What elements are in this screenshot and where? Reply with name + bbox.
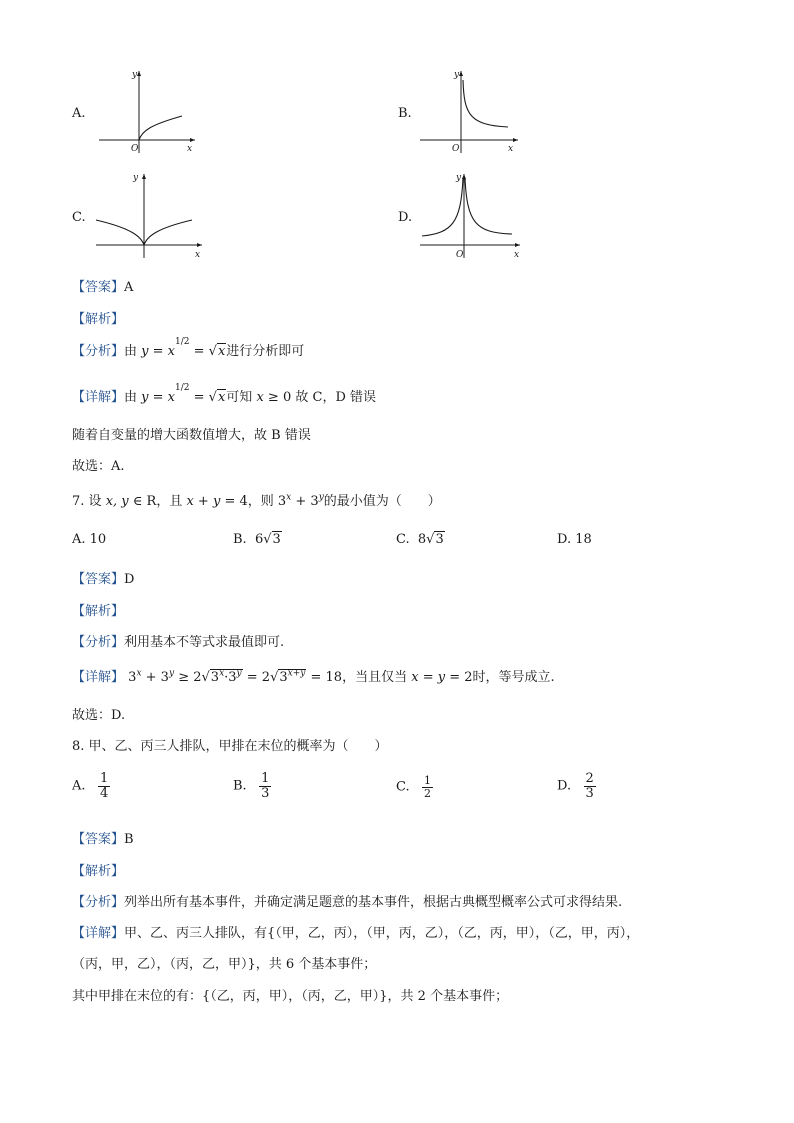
xiangjie-post: 时，等号成立. xyxy=(472,670,555,685)
frac-b-num: 1 xyxy=(261,771,270,786)
frac-d-den: 3 xyxy=(585,785,594,801)
xiangjie-tag: 【详解】 xyxy=(72,926,125,941)
xiangjie-post: 故 C，D 错误 xyxy=(295,390,376,405)
formula-x-eq-y: x = y = 2 xyxy=(411,670,473,685)
xiangjie-mid: ，当且仅当 xyxy=(342,670,408,685)
answer-value: D xyxy=(124,572,135,587)
q8-stem: 8. 甲、乙、丙三人排队，甲排在末位的概率为（ ） xyxy=(72,739,388,754)
analysis-tag: 【解析】 xyxy=(72,312,125,327)
formula-x-ge-0: x ≥ 0 xyxy=(256,390,292,405)
frac-a-num: 1 xyxy=(99,771,109,786)
formula-am-gm: $3^x + 3^y \ge 2√3^x\cdot 3^y = 2√3^{x+y} = 18$ xyxy=(128,668,343,685)
formula-y-x-half-2: $y = x^{1/2} = √x$ xyxy=(141,382,226,405)
graph-a-y-label: y xyxy=(132,70,138,80)
frac-b-den: 3 xyxy=(261,785,270,801)
q8-answer xyxy=(72,828,134,847)
option-b-label: B. xyxy=(398,106,412,121)
xiangjie-text: 甲、乙、丙三人排队，有{（甲，乙，丙），（甲，丙，乙），（乙，丙，甲），（乙，甲，丙）， xyxy=(124,926,640,941)
frac-c-den: 2 xyxy=(424,786,432,800)
q6-fenxi xyxy=(72,336,305,359)
frac-a-den: 4 xyxy=(99,785,109,801)
graph-b-x-label: x xyxy=(508,144,514,154)
q7-stem-pre: 7. 设 xyxy=(72,494,102,509)
q7-stem-mid1: ，且 xyxy=(156,494,183,509)
q7-option-d: D. 18 xyxy=(557,532,592,547)
graph-d-origin: O xyxy=(456,250,464,260)
q8-xiangjie xyxy=(72,922,639,941)
formula-xy-in-r: x, y ∈ R xyxy=(105,494,157,509)
q7-conclusion: 故选：D. xyxy=(72,708,126,723)
q7-stem-mid2: ，则 xyxy=(247,494,274,509)
frac-c-num: 1 xyxy=(424,774,432,787)
q8-line2: （丙，甲，乙），（丙，乙，甲）}，共 6 个基本事件； xyxy=(72,957,377,972)
q7-option-b: B. 6√3 xyxy=(233,532,281,547)
q6-answer xyxy=(72,276,133,295)
fenxi-post: 进行分析即可 xyxy=(226,344,305,359)
xiangjie-pre: 由 xyxy=(124,390,138,405)
q7-fenxi xyxy=(72,631,284,650)
q7-option-c-label: C. xyxy=(396,532,410,547)
answer-value: B xyxy=(124,832,134,847)
graph-a-origin: O xyxy=(131,144,139,154)
q7-option-a: A. 10 xyxy=(72,532,107,547)
fenxi-tag: 【分析】 xyxy=(72,895,125,910)
q8-option-c xyxy=(396,775,433,799)
q6-xiangjie xyxy=(72,382,376,405)
q8-option-c-label: C. xyxy=(396,779,410,795)
formula-x-plus-y: x + y = 4 xyxy=(186,494,248,509)
graph-c-x-label: x xyxy=(195,250,201,260)
answer-tag: 【答案】 xyxy=(72,572,125,587)
fenxi-text: 利用基本不等式求最值即可. xyxy=(124,635,285,650)
frac-d-num: 2 xyxy=(585,771,594,786)
option-d-label: D. xyxy=(398,210,413,225)
q7-stem xyxy=(72,490,441,509)
q8-option-a xyxy=(72,772,110,800)
formula-3x-3y: $3^x + 3^y$ xyxy=(277,492,324,509)
fenxi-pre: 由 xyxy=(124,344,138,359)
graph-b-y-label: y xyxy=(454,70,460,80)
graph-b xyxy=(418,65,528,155)
q8-option-a-label: A. xyxy=(72,778,86,794)
graph-c-y-label: y xyxy=(133,173,139,183)
graph-b-origin: O xyxy=(452,144,460,154)
fenxi-text: 列举出所有基本事件，并确定满足题意的基本事件，根据古典概型概率公式可求得结果. xyxy=(124,895,623,910)
q7-stem-post: 的最小值为（ ） xyxy=(323,494,441,509)
q7-option-b-label: B. xyxy=(233,532,247,547)
graph-d-x-label: x xyxy=(514,250,520,260)
q7-answer xyxy=(72,568,134,587)
fenxi-tag: 【分析】 xyxy=(72,344,125,359)
q8-option-d xyxy=(557,772,596,800)
graph-d xyxy=(418,168,528,260)
option-a-label: A. xyxy=(72,106,86,121)
fenxi-tag: 【分析】 xyxy=(72,635,125,650)
q7-xiangjie xyxy=(72,666,555,685)
xiangjie-mid: 可知 xyxy=(226,390,253,405)
answer-tag: 【答案】 xyxy=(72,832,125,847)
formula-y-x-half: $y = x^{1/2} = √x$ xyxy=(141,336,226,359)
graph-a-x-label: x xyxy=(187,144,193,154)
q8-line3: 其中甲排在末位的有：{（乙，丙，甲），（丙，乙，甲）}，共 2 个基本事件； xyxy=(72,989,509,1004)
q8-option-d-label: D. xyxy=(557,778,572,794)
answer-value: A xyxy=(124,280,134,295)
q6-conclusion: 故选：A. xyxy=(72,459,125,474)
xiangjie-tag: 【详解】 xyxy=(72,670,125,685)
q6-line2: 随着自变量的增大函数值增大，故 B 错误 xyxy=(72,428,311,443)
graph-d-y-label: y xyxy=(456,173,462,183)
analysis-tag: 【解析】 xyxy=(72,864,125,879)
analysis-tag: 【解析】 xyxy=(72,604,125,619)
xiangjie-tag: 【详解】 xyxy=(72,390,125,405)
q8-option-b-label: B. xyxy=(233,778,247,794)
graph-c xyxy=(92,168,212,260)
q7-option-c: C. 8√3 xyxy=(396,532,444,547)
graph-a xyxy=(95,65,205,155)
answer-tag: 【答案】 xyxy=(72,280,125,295)
q8-option-b xyxy=(233,772,271,800)
option-c-label: C. xyxy=(72,210,86,225)
q8-fenxi xyxy=(72,891,622,910)
